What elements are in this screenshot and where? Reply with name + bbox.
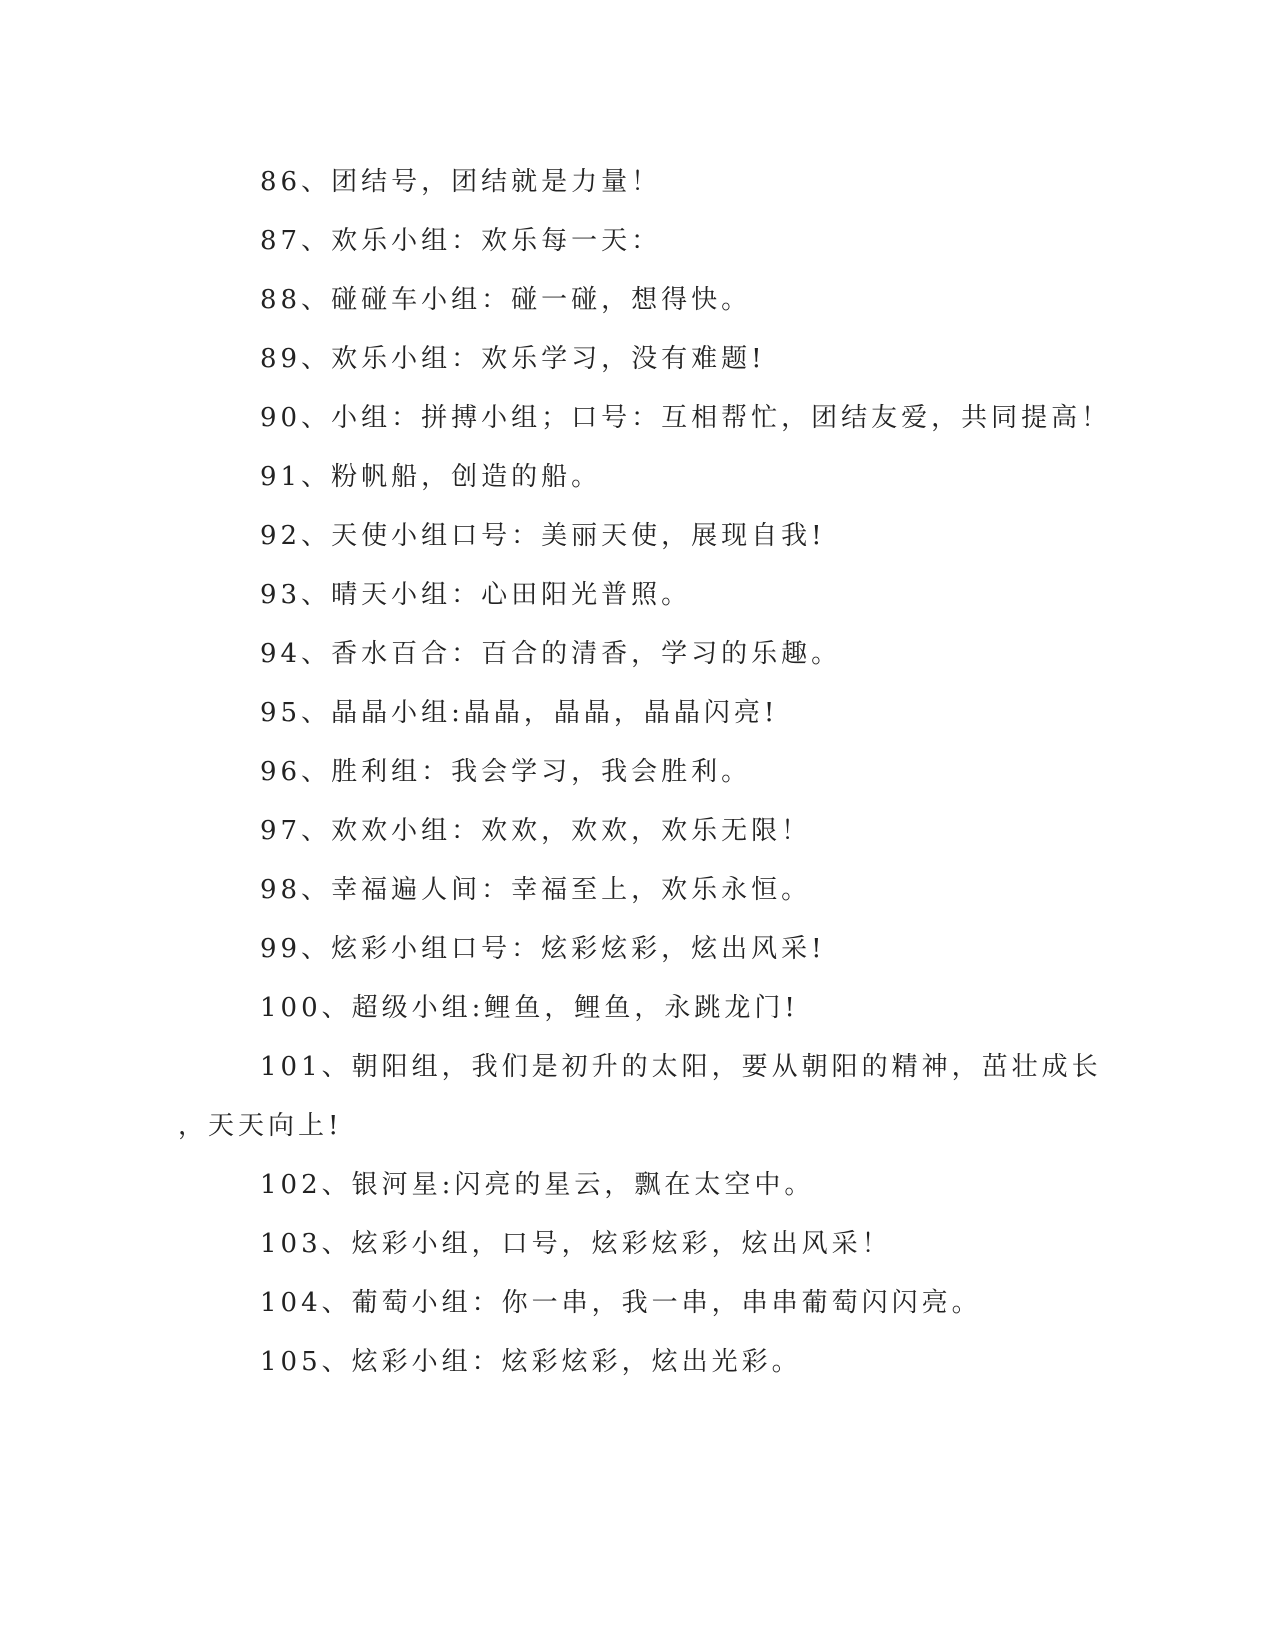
list-item-continuation: ，天天向上!	[178, 1111, 343, 1141]
list-item: 94、香水百合：百合的清香，学习的乐趣。	[260, 639, 842, 669]
list-item: 88、碰碰车小组：碰一碰，想得快。	[260, 285, 752, 315]
list-item: 92、天使小组口号：美丽天使，展现自我!	[260, 521, 826, 551]
list-item: 103、炫彩小组，口号，炫彩炫彩，炫出风采！	[260, 1229, 892, 1259]
list-item: 87、欢乐小组：欢乐每一天：	[260, 226, 662, 256]
list-item: 96、胜利组：我会学习，我会胜利。	[260, 757, 752, 787]
list-item: 86、团结号，团结就是力量！	[260, 167, 662, 197]
list-item: 90、小组：拼搏小组；口号：互相帮忙，团结友爱，共同提高！	[260, 403, 1112, 433]
list-item: 104、葡萄小组：你一串，我一串，串串葡萄闪闪亮。	[260, 1288, 982, 1318]
list-item: 100、超级小组:鲤鱼，鲤鱼，永跳龙门!	[260, 993, 799, 1023]
list-item: 98、幸福遍人间：幸福至上，欢乐永恒。	[260, 875, 812, 905]
list-item: 97、欢欢小组：欢欢，欢欢，欢乐无限！	[260, 816, 812, 846]
list-item: 101、朝阳组，我们是初升的太阳，要从朝阳的精神，茁壮成长	[260, 1052, 1102, 1082]
list-item: 99、炫彩小组口号：炫彩炫彩，炫出风采!	[260, 934, 826, 964]
list-item: 105、炫彩小组：炫彩炫彩，炫出光彩。	[260, 1347, 802, 1377]
list-item: 93、晴天小组：心田阳光普照。	[260, 580, 692, 610]
list-item: 89、欢乐小组：欢乐学习，没有难题!	[260, 344, 766, 374]
list-item: 95、晶晶小组:晶晶，晶晶，晶晶闪亮!	[260, 698, 779, 728]
list-item: 91、粉帆船，创造的船。	[260, 462, 602, 492]
list-item: 102、银河星:闪亮的星云，飘在太空中。	[260, 1170, 815, 1200]
